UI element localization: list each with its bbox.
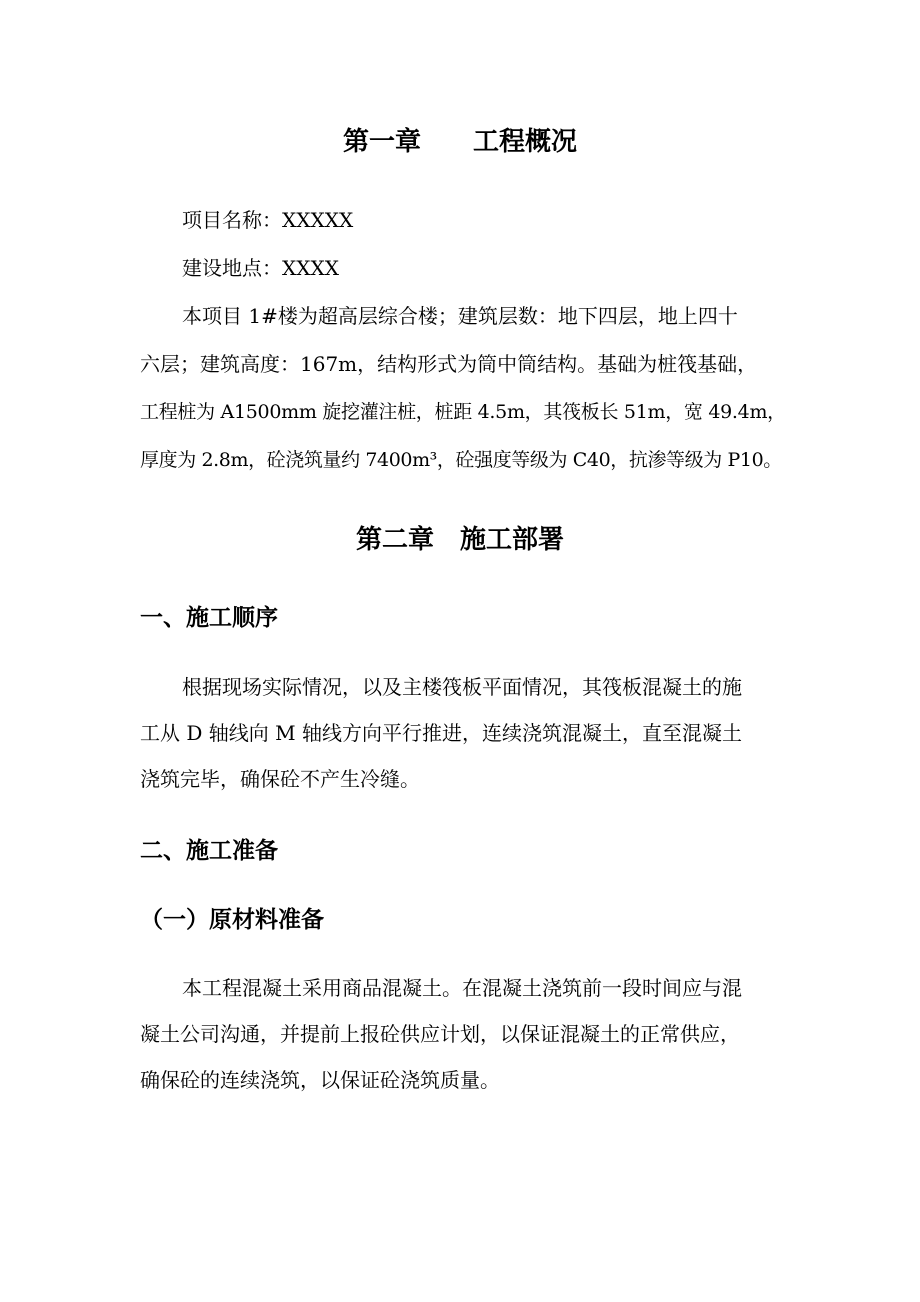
overview-line-4: 厚度为 2.8m，砼浇筑量约 7400m³，砼强度等级为 C40，抗渗等级为 P10。 xyxy=(140,449,782,471)
project-name-label: 项目名称： xyxy=(182,208,282,232)
sequence-line-3: 浇筑完毕，确保砼不产生冷缝。 xyxy=(140,767,420,791)
overview-line-3: 工程桩为 A1500mm 旋挖灌注桩，桩距 4.5m，其筏板长 51m，宽 49.4m， xyxy=(140,401,786,423)
overview-paragraph xyxy=(140,292,800,484)
section-construction-preparation-heading: 二、施工准备 xyxy=(140,838,278,864)
site-value: XXXX xyxy=(282,256,339,280)
sequence-line-2: 工从 D 轴线向 M 轴线方向平行推进，连续浇筑混凝土，直至混凝土 xyxy=(140,721,742,745)
construction-sequence-paragraph xyxy=(140,664,800,802)
subsection-raw-material-heading: （一）原材料准备 xyxy=(140,907,324,933)
chapter-2-title: 第二章 施工部署 xyxy=(355,525,564,555)
section-construction-sequence-heading: 一、施工顺序 xyxy=(140,605,278,631)
project-name-value: XXXXX xyxy=(282,208,354,232)
overview-line-1: 本项目 1#楼为超高层综合楼；建筑层数：地下四层，地上四十 xyxy=(182,304,738,328)
material-line-1: 本工程混凝土采用商品混凝土。在混凝土浇筑前一段时间应与混 xyxy=(182,976,742,1000)
material-line-2: 凝土公司沟通，并提前上报砼供应计划，以保证混凝土的正常供应， xyxy=(140,1022,740,1046)
sequence-line-1: 根据现场实际情况，以及主楼筏板平面情况，其筏板混凝土的施 xyxy=(182,675,742,699)
site-line xyxy=(182,254,339,282)
chapter-1-title: 第一章 工程概况 xyxy=(342,127,577,157)
material-line-3: 确保砼的连续浇筑，以保证砼浇筑质量。 xyxy=(140,1068,500,1092)
project-name-line xyxy=(182,206,353,234)
overview-line-2: 六层；建筑高度：167m，结构形式为筒中筒结构。基础为桩筏基础， xyxy=(140,352,758,376)
site-label: 建设地点： xyxy=(182,256,282,280)
raw-material-paragraph xyxy=(140,965,800,1103)
